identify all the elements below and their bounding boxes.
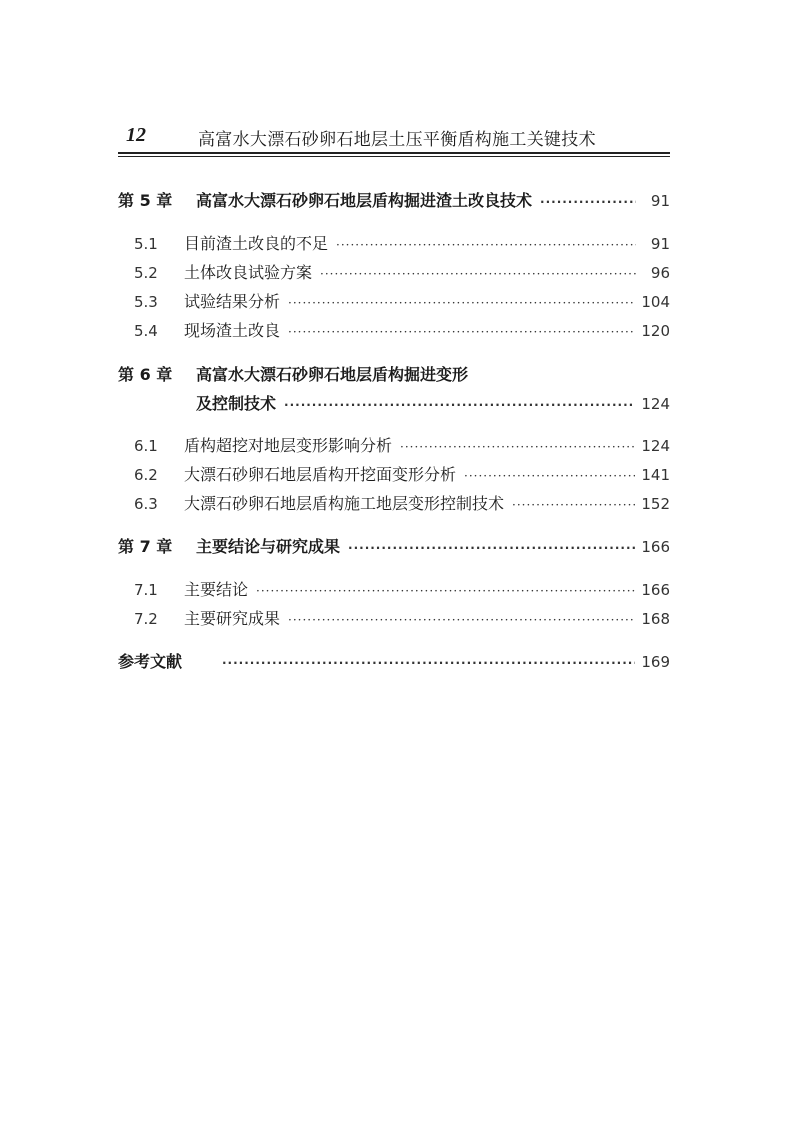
leader-dots	[512, 495, 635, 515]
toc-chapter-5[interactable]	[118, 190, 670, 212]
header-rule-thin	[118, 156, 670, 157]
toc-chapter-6-cont[interactable]	[118, 393, 670, 415]
page-ref: 96	[650, 264, 670, 282]
leader-dots	[284, 395, 635, 415]
page-ref: 166	[641, 581, 670, 599]
section-number: 5.1	[134, 235, 158, 253]
section-number: 6.2	[134, 466, 158, 484]
section-title: 大漂石砂卵石地层盾构施工地层变形控制技术	[184, 494, 505, 513]
section-number: 7.1	[134, 581, 158, 599]
chapter-title: 主要结论与研究成果	[196, 537, 341, 556]
chapter-title-line1: 高富水大漂石砂卵石地层盾构掘进变形	[196, 365, 469, 384]
leader-dots	[256, 581, 635, 601]
leader-dots	[320, 264, 636, 284]
leader-dots	[336, 235, 636, 255]
page-ref: 168	[641, 610, 670, 628]
chapter-title-line2: 及控制技术	[196, 394, 277, 413]
section-title: 土体改良试验方案	[184, 263, 313, 282]
section-title: 大漂石砂卵石地层盾构开挖面变形分析	[184, 465, 457, 484]
section-number: 6.1	[134, 437, 158, 455]
section-title: 试验结果分析	[184, 292, 281, 311]
page-number: 12	[126, 124, 146, 146]
page-ref: 152	[641, 495, 670, 513]
running-title: 高富水大漂石砂卵石地层土压平衡盾构施工关键技术	[198, 130, 596, 150]
leader-dots	[464, 466, 635, 486]
leader-dots	[348, 538, 635, 558]
chapter-label: 第 6 章	[118, 365, 173, 384]
section-title: 主要研究成果	[184, 609, 281, 628]
toc-section-7-2[interactable]	[118, 608, 670, 630]
toc-references[interactable]	[118, 651, 670, 673]
section-title: 目前渣土改良的不足	[184, 234, 329, 253]
header-rule-thick	[118, 152, 670, 154]
page-ref: 91	[650, 192, 670, 210]
page-ref: 166	[641, 538, 670, 556]
page-header	[118, 124, 670, 148]
references-title: 参考文献	[118, 652, 183, 671]
section-title: 盾构超挖对地层变形影响分析	[184, 436, 393, 455]
page-ref: 124	[641, 437, 670, 455]
page-ref: 124	[641, 395, 670, 413]
toc-section-6-1[interactable]	[118, 435, 670, 457]
section-number: 6.3	[134, 495, 158, 513]
section-number: 5.3	[134, 293, 158, 311]
page-ref: 169	[641, 653, 670, 671]
toc-section-5-2[interactable]	[118, 262, 670, 284]
leader-dots	[222, 653, 635, 673]
page-ref: 141	[641, 466, 670, 484]
chapter-title: 高富水大漂石砂卵石地层盾构掘进渣土改良技术	[196, 191, 533, 210]
leader-dots	[288, 610, 635, 630]
toc-section-7-1[interactable]	[118, 579, 670, 601]
toc-chapter-6[interactable]	[118, 364, 670, 386]
chapter-label: 第 5 章	[118, 191, 173, 210]
section-title: 现场渣土改良	[184, 321, 281, 340]
leader-dots	[540, 192, 636, 212]
toc-section-6-3[interactable]	[118, 493, 670, 515]
toc-chapter-7[interactable]	[118, 536, 670, 558]
section-title: 主要结论	[184, 580, 249, 599]
section-number: 5.2	[134, 264, 158, 282]
chapter-label: 第 7 章	[118, 537, 173, 556]
leader-dots	[400, 437, 635, 457]
toc-section-6-2[interactable]	[118, 464, 670, 486]
page-ref: 104	[641, 293, 670, 311]
section-number: 7.2	[134, 610, 158, 628]
leader-dots	[288, 322, 635, 342]
section-number: 5.4	[134, 322, 158, 340]
toc-section-5-4[interactable]	[118, 320, 670, 342]
toc-section-5-1[interactable]	[118, 233, 670, 255]
toc-section-5-3[interactable]	[118, 291, 670, 313]
page-ref: 91	[650, 235, 670, 253]
leader-dots	[288, 293, 635, 313]
page-ref: 120	[641, 322, 670, 340]
